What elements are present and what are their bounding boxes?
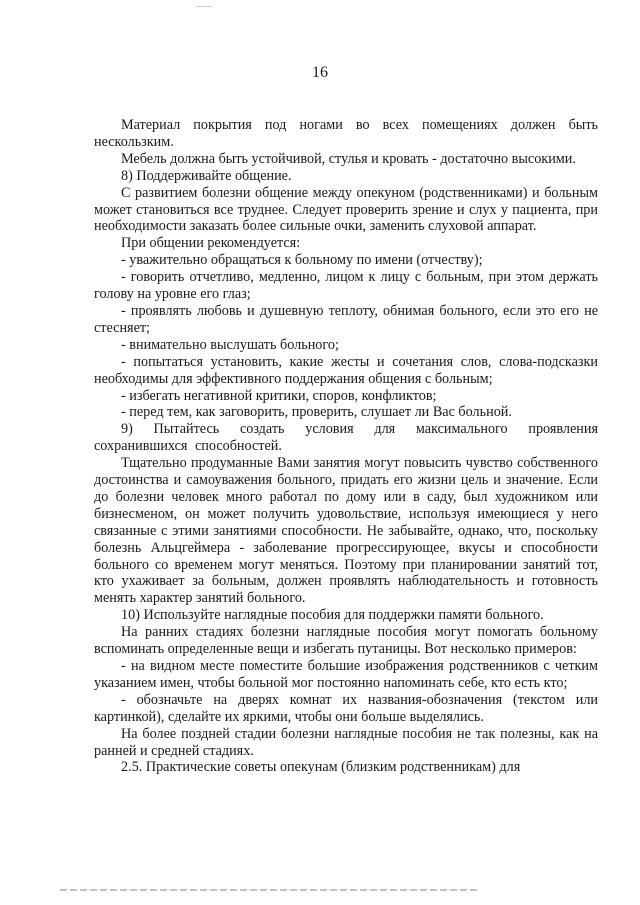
paragraph: Материал покрытия под ногами во всех помещениях должен быть нескользким. bbox=[94, 117, 598, 150]
paragraph: 8) Поддерживайте общение. bbox=[121, 167, 292, 184]
list-item: - перед тем, как заговорить, проверить, слушает ли Вас больной. bbox=[121, 404, 512, 421]
paragraph: С развитием болезни общение между опекуном (родственниками) и больным может становиться все труднее. Следует проверить зрение и слух у пациента, при необходимости заказать более сильные очки, заменить слуховой аппарат. bbox=[94, 184, 598, 235]
list-item: - внимательно выслушать больного; bbox=[121, 336, 339, 353]
page-number: 16 bbox=[312, 64, 328, 81]
paragraph: На ранних стадиях болезни наглядные пособия могут помогать больному вспоминать определенные вещи и избегать путаницы. Вот несколько примеров: bbox=[94, 624, 598, 658]
list-item: - избегать негативной критики, споров, конфликтов; bbox=[121, 387, 437, 404]
paragraph: 2.5. Практические советы опекунам (близким родственникам) для bbox=[121, 759, 521, 776]
paragraph: 9) Пытайтесь создать условия для максимального проявления сохранившихся способностей. bbox=[94, 421, 598, 455]
list-item: - говорить отчетливо, медленно, лицом к лицу с больным, при этом держать голову на уровне его глаз; bbox=[94, 269, 598, 303]
paragraph: При общении рекомендуется: bbox=[121, 235, 301, 252]
list-item: - уважительно обращаться к больному по имени (отчеству); bbox=[121, 252, 483, 269]
list-item: - обозначьте на дверях комнат их названия-обозначения (текстом или картинкой), сделайте их яркими, чтобы они больше выделялись. bbox=[94, 691, 598, 725]
paragraph: Мебель должна быть устойчивой, стулья и кровать - достаточно высокими. bbox=[121, 150, 576, 167]
paragraph: 10) Используйте наглядные пособия для поддержки памяти больного. bbox=[121, 607, 544, 624]
body-text bbox=[94, 117, 598, 776]
list-item: - проявлять любовь и душевную теплоту, обнимая больного, если это его не стесняет; bbox=[94, 302, 598, 336]
paragraph: На более поздней стадии болезни наглядные пособия не так полезны, как на ранней и средней стадиях. bbox=[94, 725, 598, 759]
list-item: - на видном месте поместите большие изображения родственников с четким указанием имен, чтобы больной мог постоянно напоминать себе, кто есть кто; bbox=[94, 658, 598, 691]
scan-artifact bbox=[60, 889, 480, 891]
scan-mark bbox=[196, 6, 212, 7]
list-item: - попытаться установить, какие жесты и сочетания слов, слова-подсказки необходимы для эффективного поддержания общения с больным; bbox=[94, 353, 598, 387]
paragraph: Тщательно продуманные Вами занятия могут повысить чувство собственного достоинства и самоуважения больного, придать его жизни цель и значение. Если до болезни человек много работал по дому или в саду, был художником или бизнесменом, он может получить удовольствие, используя имеющиеся у него связанные с этими занятиями способности. Не забывайте, однако, что, поскольку болезнь Альцгеймера - заболевание прогрессирующее, вкусы и способности больного со временем могут меняться. Поэтому при планировании занятий тот, кто ухаживает за больным, должен проявлять наблюдательность и готовность менять характер занятий больного. bbox=[94, 455, 598, 607]
